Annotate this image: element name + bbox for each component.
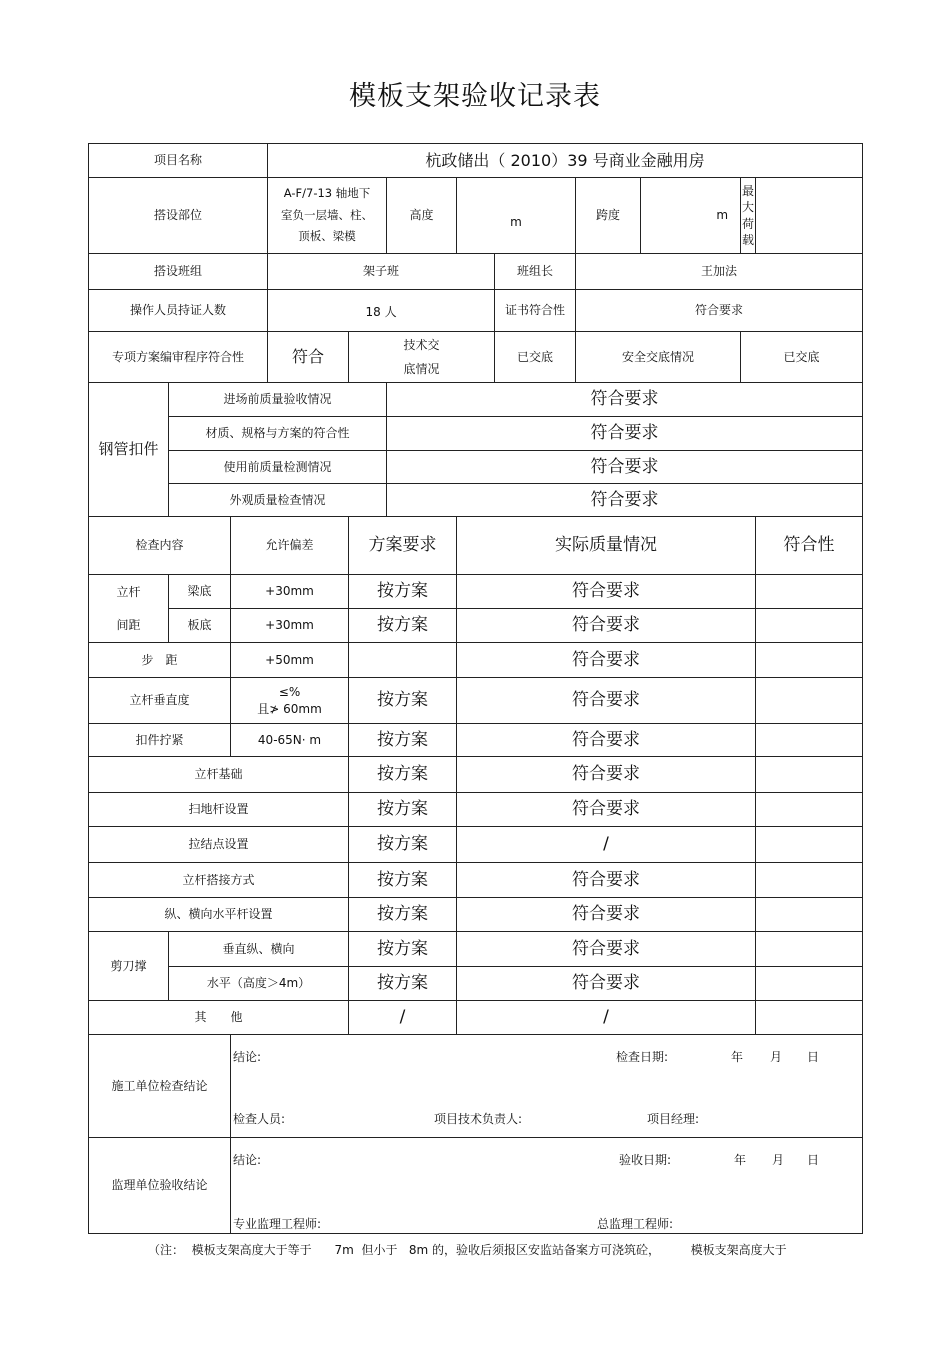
pole-spacing-label-bottom: 间距 — [89, 609, 169, 643]
steel-item: 材质、规格与方案的符合性 — [169, 417, 387, 451]
construction-tech-lead: 项目技术负责人: — [434, 1112, 523, 1126]
fastener-tolerance: 40-65N· m — [231, 724, 349, 757]
check-row-actual: 符合要求 — [457, 898, 756, 932]
scissor-conform — [756, 967, 863, 1001]
check-row-conform — [756, 898, 863, 932]
construction-label: 施工单位检查结论 — [89, 1035, 231, 1138]
check-row-conform — [756, 827, 863, 863]
check-row-conform — [756, 793, 863, 827]
supervision-month: 月 — [772, 1153, 785, 1167]
fastener-plan: 按方案 — [349, 724, 457, 757]
height-unit: m — [457, 178, 576, 254]
construction-date-label: 检查日期: — [616, 1050, 669, 1064]
step-tolerance: +50mm — [231, 643, 349, 678]
pole-spacing-sub: 板底 — [169, 609, 231, 643]
steel-result: 符合要求 — [387, 417, 863, 451]
step-label: 步 距 — [89, 643, 231, 678]
height-label: 高度 — [387, 178, 457, 254]
scissor-row — [89, 932, 863, 967]
scissor-row — [89, 967, 863, 1001]
conform-header: 符合性 — [756, 517, 863, 575]
check-row-conform — [756, 757, 863, 793]
supervision-engineer: 专业监理工程师: — [233, 1217, 322, 1231]
project-value: 杭政储出（ 2010）39 号商业金融用房 — [268, 144, 863, 178]
steel-row — [89, 417, 863, 451]
construction-conclusion: 结论: — [233, 1050, 262, 1064]
pole-spacing-actual: 符合要求 — [457, 609, 756, 643]
page-title: 模板支架验收记录表 — [349, 81, 601, 112]
plan-label: 专项方案编审程序符合性 — [89, 332, 268, 383]
steel-item: 进场前质量验收情况 — [169, 383, 387, 417]
check-row-label: 纵、横向水平杆设置 — [89, 898, 349, 932]
scissor-conform — [756, 932, 863, 967]
pole-spacing-actual: 符合要求 — [457, 575, 756, 609]
pole-spacing-plan: 按方案 — [349, 575, 457, 609]
operators-row — [89, 290, 863, 332]
check-row-actual: 符合要求 — [457, 793, 756, 827]
step-plan — [349, 643, 457, 678]
erection-row — [89, 178, 863, 254]
pole-spacing-label-top: 立杆 — [89, 575, 169, 609]
span-unit: m — [641, 178, 741, 254]
pole-spacing-conform — [756, 575, 863, 609]
steel-row — [89, 451, 863, 484]
team-value: 架子班 — [268, 254, 495, 290]
check-row-plan: 按方案 — [349, 757, 457, 793]
scissor-plan: 按方案 — [349, 967, 457, 1001]
construction-inspector: 检查人员: — [233, 1112, 286, 1126]
span-label: 跨度 — [576, 178, 641, 254]
footnote: （注： 模板支架高度大于等于 7m 但小于 8m 的，验收后须报区安监站备案方可浇筑砼， 模板支架高度大于 — [148, 1243, 787, 1257]
step-actual: 符合要求 — [457, 643, 756, 678]
check-row-plan: 按方案 — [349, 827, 457, 863]
safety-label: 安全交底情况 — [576, 332, 741, 383]
steel-item: 外观质量检查情况 — [169, 484, 387, 517]
other-plan: / — [349, 1001, 457, 1035]
steel-row — [89, 484, 863, 517]
check-row — [89, 898, 863, 932]
pole-spacing-plan: 按方案 — [349, 609, 457, 643]
scissor-actual: 符合要求 — [457, 932, 756, 967]
supervision-day: 日 — [807, 1153, 820, 1167]
cert-label: 证书符合性 — [495, 290, 576, 332]
vertical-row — [89, 678, 863, 724]
max-load-label: 最大荷载 — [741, 178, 756, 254]
steel-label: 钢管扣件 — [89, 383, 169, 517]
check-row-actual: / — [457, 827, 756, 863]
pole-spacing-tolerance: +30mm — [231, 575, 349, 609]
erection-part-label: 搭设部位 — [89, 178, 268, 254]
construction-conclusion-box — [231, 1035, 863, 1138]
max-load-value — [756, 178, 863, 254]
supervision-conclusion-row — [89, 1138, 863, 1234]
cert-value: 符合要求 — [576, 290, 863, 332]
check-row — [89, 827, 863, 863]
other-row — [89, 1001, 863, 1035]
check-row-actual: 符合要求 — [457, 757, 756, 793]
pole-spacing-sub: 梁底 — [169, 575, 231, 609]
step-conform — [756, 643, 863, 678]
steel-result: 符合要求 — [387, 383, 863, 417]
fastener-row — [89, 724, 863, 757]
supervision-year: 年 — [734, 1153, 747, 1167]
supervision-date-label: 验收日期: — [619, 1153, 672, 1167]
scissor-item: 水平（高度＞4m） — [169, 967, 349, 1001]
vertical-actual: 符合要求 — [457, 678, 756, 724]
team-row — [89, 254, 863, 290]
team-label: 搭设班组 — [89, 254, 268, 290]
scissor-item: 垂直纵、横向 — [169, 932, 349, 967]
other-label: 其 他 — [89, 1001, 349, 1035]
check-row-plan: 按方案 — [349, 863, 457, 898]
supervision-conclusion-box — [231, 1138, 863, 1234]
check-row-conform — [756, 863, 863, 898]
check-row-label: 拉结点设置 — [89, 827, 349, 863]
steel-result: 符合要求 — [387, 484, 863, 517]
check-row — [89, 863, 863, 898]
construction-day: 日 — [807, 1050, 820, 1064]
leader-label: 班组长 — [495, 254, 576, 290]
acceptance-form-table — [88, 143, 863, 1234]
check-row-label: 立杆基础 — [89, 757, 349, 793]
leader-value: 王加法 — [576, 254, 863, 290]
erection-part-value: A-F/7-13 轴地下 室负一层墙、柱、 顶板、梁模 — [268, 178, 387, 254]
vertical-label: 立杆垂直度 — [89, 678, 231, 724]
check-content-header: 检查内容 — [89, 517, 231, 575]
scissor-plan: 按方案 — [349, 932, 457, 967]
steel-result: 符合要求 — [387, 451, 863, 484]
check-row-plan: 按方案 — [349, 793, 457, 827]
vertical-conform — [756, 678, 863, 724]
supervision-chief: 总监理工程师: — [597, 1217, 674, 1231]
check-header-row — [89, 517, 863, 575]
operators-label: 操作人员持证人数 — [89, 290, 268, 332]
steel-item: 使用前质量检测情况 — [169, 451, 387, 484]
project-row — [89, 144, 863, 178]
check-row — [89, 793, 863, 827]
plan-req-header: 方案要求 — [349, 517, 457, 575]
actual-header: 实际质量情况 — [457, 517, 756, 575]
construction-year: 年 — [731, 1050, 744, 1064]
scissor-actual: 符合要求 — [457, 967, 756, 1001]
supervision-conclusion: 结论: — [233, 1153, 262, 1167]
plan-value: 符合 — [268, 332, 349, 383]
check-row-plan: 按方案 — [349, 898, 457, 932]
construction-conclusion-row — [89, 1035, 863, 1138]
step-row — [89, 643, 863, 678]
scissor-label: 剪刀撑 — [89, 932, 169, 1001]
check-row-actual: 符合要求 — [457, 863, 756, 898]
plan-row — [89, 332, 863, 383]
supervision-label: 监理单位验收结论 — [89, 1138, 231, 1234]
fastener-actual: 符合要求 — [457, 724, 756, 757]
construction-manager: 项目经理: — [647, 1112, 700, 1126]
construction-month: 月 — [770, 1050, 783, 1064]
project-label: 项目名称 — [89, 144, 268, 178]
tolerance-header: 允许偏差 — [231, 517, 349, 575]
safety-value: 已交底 — [741, 332, 863, 383]
check-row-label: 扫地杆设置 — [89, 793, 349, 827]
check-row-label: 立杆搭接方式 — [89, 863, 349, 898]
vertical-tolerance: ≤% 且≯ 60mm — [231, 678, 349, 724]
other-actual: / — [457, 1001, 756, 1035]
pole-spacing-row — [89, 609, 863, 643]
pole-spacing-row — [89, 575, 863, 609]
tech-label: 技术交 底情况 — [349, 332, 495, 383]
steel-row — [89, 383, 863, 417]
fastener-conform — [756, 724, 863, 757]
other-conform — [756, 1001, 863, 1035]
pole-spacing-conform — [756, 609, 863, 643]
fastener-label: 扣件拧紧 — [89, 724, 231, 757]
tech-value: 已交底 — [495, 332, 576, 383]
operators-value: 18 人 — [268, 290, 495, 332]
check-row — [89, 757, 863, 793]
pole-spacing-tolerance: +30mm — [231, 609, 349, 643]
vertical-plan: 按方案 — [349, 678, 457, 724]
